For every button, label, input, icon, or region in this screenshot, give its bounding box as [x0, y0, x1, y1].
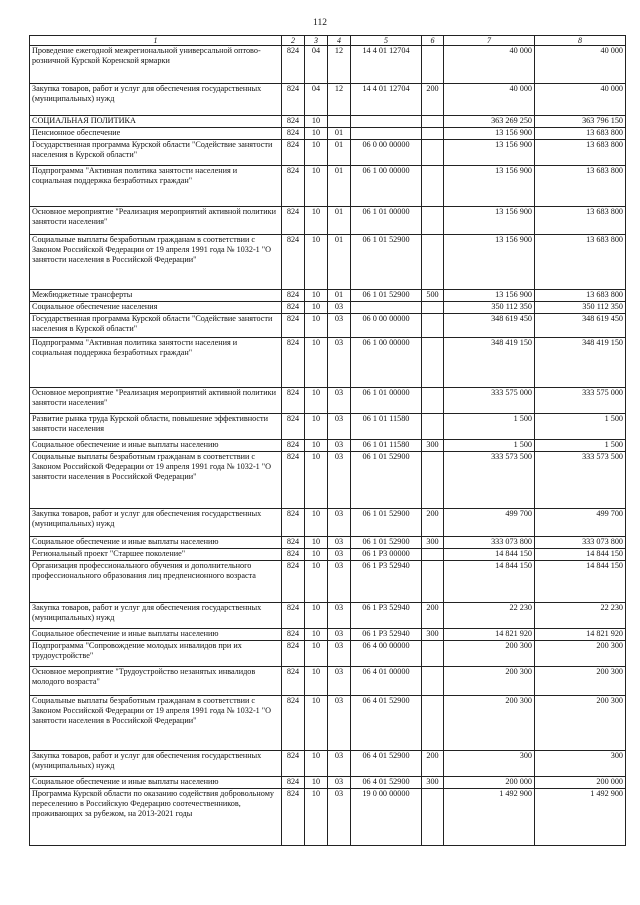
subsection-code-cell: 03 — [328, 777, 351, 789]
section-code-cell: 10 — [305, 235, 328, 290]
expense-type-code-cell: 500 — [422, 290, 444, 302]
amount-year-2-cell: 200 300 — [535, 696, 626, 751]
amount-year-2-cell: 40 000 — [535, 46, 626, 84]
subsection-code-cell: 03 — [328, 751, 351, 777]
expense-type-code-cell: 200 — [422, 603, 444, 629]
section-code-cell: 04 — [305, 46, 328, 84]
target-article-code-cell: 06 1 01 52900 — [351, 235, 422, 290]
target-article-code-cell: 06 4 01 00000 — [351, 667, 422, 696]
amount-year-2-cell: 13 683 800 — [535, 140, 626, 166]
table-row — [30, 440, 626, 452]
ministry-code-cell: 824 — [282, 452, 305, 509]
item-name-cell: Основное мероприятие "Трудоустройство незанятых инвалидов молодого возраста" — [30, 667, 282, 696]
table-row — [30, 46, 626, 84]
amount-year-1-cell: 300 — [444, 751, 535, 777]
ministry-code-cell: 824 — [282, 414, 305, 440]
expense-type-code-cell — [422, 314, 444, 338]
item-name-cell: Проведение ежегодной межрегиональной универсальной оптово-розничной Курской Коренской ярмарки — [30, 46, 282, 84]
subsection-code-cell: 03 — [328, 549, 351, 561]
target-article-code-cell: 14 4 01 12704 — [351, 46, 422, 84]
expense-type-code-cell — [422, 561, 444, 603]
section-code-cell: 10 — [305, 314, 328, 338]
item-name-cell: Социальные выплаты безработным гражданам в соответствии с Законом Российской Федерации от 19 апреля 1991 года № 1032-1 "О занятости населения в Российской Федерации" — [30, 452, 282, 509]
target-article-code-cell: 14 4 01 12704 — [351, 84, 422, 116]
item-name-cell: Государственная программа Курской области "Содействие занятости населения в Курской области" — [30, 314, 282, 338]
amount-year-2-cell: 40 000 — [535, 84, 626, 116]
target-article-code-cell: 06 4 01 52900 — [351, 777, 422, 789]
ministry-code-cell: 824 — [282, 641, 305, 667]
section-code-cell: 10 — [305, 561, 328, 603]
amount-year-2-cell: 22 230 — [535, 603, 626, 629]
target-article-code-cell: 06 1 01 11580 — [351, 414, 422, 440]
table-row — [30, 207, 626, 235]
column-header: 8 — [535, 36, 626, 46]
subsection-code-cell: 03 — [328, 629, 351, 641]
expense-type-code-cell — [422, 302, 444, 314]
ministry-code-cell: 824 — [282, 84, 305, 116]
column-header: 6 — [422, 36, 444, 46]
table-row — [30, 338, 626, 388]
subsection-code-cell: 03 — [328, 414, 351, 440]
ministry-code-cell: 824 — [282, 116, 305, 128]
amount-year-1-cell: 200 300 — [444, 667, 535, 696]
target-article-code-cell: 06 1 P3 52940 — [351, 629, 422, 641]
subsection-code-cell: 03 — [328, 789, 351, 846]
subsection-code-cell: 01 — [328, 290, 351, 302]
amount-year-1-cell: 22 230 — [444, 603, 535, 629]
table-row — [30, 537, 626, 549]
section-code-cell: 10 — [305, 166, 328, 207]
subsection-code-cell: 01 — [328, 235, 351, 290]
item-name-cell: Межбюджетные трансферты — [30, 290, 282, 302]
column-header: 3 — [305, 36, 328, 46]
table-row — [30, 777, 626, 789]
ministry-code-cell: 824 — [282, 314, 305, 338]
section-code-cell: 10 — [305, 290, 328, 302]
subsection-code-cell: 01 — [328, 207, 351, 235]
amount-year-2-cell: 14 844 150 — [535, 561, 626, 603]
expense-type-code-cell — [422, 414, 444, 440]
table-row — [30, 509, 626, 537]
section-code-cell: 10 — [305, 751, 328, 777]
section-code-cell: 10 — [305, 302, 328, 314]
table-row — [30, 290, 626, 302]
amount-year-1-cell: 40 000 — [444, 46, 535, 84]
ministry-code-cell: 824 — [282, 696, 305, 751]
table-row — [30, 302, 626, 314]
expense-type-code-cell — [422, 667, 444, 696]
ministry-code-cell: 824 — [282, 388, 305, 414]
ministry-code-cell: 824 — [282, 140, 305, 166]
subsection-code-cell: 03 — [328, 696, 351, 751]
section-code-cell: 10 — [305, 338, 328, 388]
amount-year-2-cell: 499 700 — [535, 509, 626, 537]
amount-year-1-cell: 200 300 — [444, 641, 535, 667]
item-name-cell: Закупка товаров, работ и услуг для обеспечения государственных (муниципальных) нужд — [30, 84, 282, 116]
column-header: 1 — [30, 36, 282, 46]
subsection-code-cell: 03 — [328, 561, 351, 603]
target-article-code-cell: 06 1 01 11580 — [351, 440, 422, 452]
target-article-code-cell: 06 1 00 00000 — [351, 338, 422, 388]
item-name-cell: Социальное обеспечение и иные выплаты населению — [30, 440, 282, 452]
table-row — [30, 561, 626, 603]
amount-year-1-cell: 200 000 — [444, 777, 535, 789]
subsection-code-cell: 01 — [328, 128, 351, 140]
page-number: 112 — [313, 18, 327, 28]
amount-year-2-cell: 13 683 800 — [535, 290, 626, 302]
amount-year-2-cell: 14 844 150 — [535, 549, 626, 561]
section-code-cell: 10 — [305, 629, 328, 641]
ministry-code-cell: 824 — [282, 46, 305, 84]
subsection-code-cell: 03 — [328, 452, 351, 509]
table-row — [30, 128, 626, 140]
expense-type-code-cell — [422, 452, 444, 509]
amount-year-1-cell: 13 156 900 — [444, 207, 535, 235]
ministry-code-cell: 824 — [282, 603, 305, 629]
section-code-cell: 10 — [305, 641, 328, 667]
target-article-code-cell: 06 1 01 52900 — [351, 537, 422, 549]
expense-type-code-cell — [422, 641, 444, 667]
amount-year-1-cell: 14 844 150 — [444, 561, 535, 603]
column-header: 2 — [282, 36, 305, 46]
amount-year-1-cell: 350 112 350 — [444, 302, 535, 314]
amount-year-2-cell: 363 796 150 — [535, 116, 626, 128]
section-code-cell: 10 — [305, 414, 328, 440]
item-name-cell: Социальное обеспечение и иные выплаты населению — [30, 629, 282, 641]
amount-year-1-cell: 13 156 900 — [444, 290, 535, 302]
table-body — [30, 46, 626, 846]
section-code-cell: 10 — [305, 509, 328, 537]
amount-year-1-cell: 40 000 — [444, 84, 535, 116]
column-header: 7 — [444, 36, 535, 46]
target-article-code-cell — [351, 128, 422, 140]
section-code-cell: 10 — [305, 537, 328, 549]
amount-year-2-cell: 348 619 450 — [535, 314, 626, 338]
amount-year-1-cell: 14 821 920 — [444, 629, 535, 641]
target-article-code-cell: 06 1 01 00000 — [351, 388, 422, 414]
amount-year-2-cell: 333 073 800 — [535, 537, 626, 549]
subsection-code-cell: 03 — [328, 603, 351, 629]
ministry-code-cell: 824 — [282, 235, 305, 290]
table-row — [30, 641, 626, 667]
item-name-cell: Подпрограмма "Сопровождение молодых инвалидов при их трудоустройстве" — [30, 641, 282, 667]
amount-year-2-cell: 1 492 900 — [535, 789, 626, 846]
table-row — [30, 84, 626, 116]
item-name-cell: Подпрограмма "Активная политика занятости населения и социальная поддержка безработных граждан" — [30, 166, 282, 207]
target-article-code-cell: 06 0 00 00000 — [351, 140, 422, 166]
expense-type-code-cell — [422, 388, 444, 414]
budget-table — [29, 35, 626, 846]
ministry-code-cell: 824 — [282, 440, 305, 452]
subsection-code-cell: 03 — [328, 641, 351, 667]
column-header: 5 — [351, 36, 422, 46]
ministry-code-cell: 824 — [282, 549, 305, 561]
expense-type-code-cell: 300 — [422, 777, 444, 789]
ministry-code-cell: 824 — [282, 166, 305, 207]
amount-year-1-cell: 1 492 900 — [444, 789, 535, 846]
amount-year-1-cell: 333 573 500 — [444, 452, 535, 509]
section-code-cell: 10 — [305, 207, 328, 235]
table-row — [30, 116, 626, 128]
ministry-code-cell: 824 — [282, 561, 305, 603]
expense-type-code-cell: 300 — [422, 629, 444, 641]
item-name-cell: Государственная программа Курской области "Содействие занятости населения в Курской области" — [30, 140, 282, 166]
section-code-cell: 10 — [305, 549, 328, 561]
section-code-cell: 10 — [305, 440, 328, 452]
table-row — [30, 696, 626, 751]
target-article-code-cell: 06 0 00 00000 — [351, 314, 422, 338]
table-row — [30, 166, 626, 207]
ministry-code-cell: 824 — [282, 338, 305, 388]
amount-year-2-cell: 200 000 — [535, 777, 626, 789]
section-code-cell: 10 — [305, 667, 328, 696]
item-name-cell: Основное мероприятие "Реализация мероприятий активной политики занятости населения" — [30, 207, 282, 235]
amount-year-1-cell: 13 156 900 — [444, 128, 535, 140]
amount-year-2-cell: 350 112 350 — [535, 302, 626, 314]
column-header-row — [30, 36, 626, 46]
item-name-cell: Организация профессионального обучения и дополнительного профессионального образования лиц предпенсионного возраста — [30, 561, 282, 603]
item-name-cell: Закупка товаров, работ и услуг для обеспечения государственных (муниципальных) нужд — [30, 751, 282, 777]
amount-year-1-cell: 363 269 250 — [444, 116, 535, 128]
item-name-cell: Региональный проект "Старшее поколение" — [30, 549, 282, 561]
amount-year-2-cell: 14 821 920 — [535, 629, 626, 641]
subsection-code-cell: 03 — [328, 314, 351, 338]
ministry-code-cell: 824 — [282, 509, 305, 537]
ministry-code-cell: 824 — [282, 751, 305, 777]
expense-type-code-cell — [422, 207, 444, 235]
amount-year-2-cell: 200 300 — [535, 641, 626, 667]
amount-year-2-cell: 13 683 800 — [535, 207, 626, 235]
item-name-cell: Социальное обеспечение и иные выплаты населению — [30, 777, 282, 789]
table-row — [30, 629, 626, 641]
expense-type-code-cell — [422, 140, 444, 166]
section-code-cell: 10 — [305, 452, 328, 509]
amount-year-1-cell: 499 700 — [444, 509, 535, 537]
amount-year-1-cell: 1 500 — [444, 414, 535, 440]
item-name-cell: Подпрограмма "Активная политика занятости населения и социальная поддержка безработных граждан" — [30, 338, 282, 388]
target-article-code-cell: 06 4 01 52900 — [351, 696, 422, 751]
expense-type-code-cell — [422, 338, 444, 388]
subsection-code-cell: 03 — [328, 667, 351, 696]
ministry-code-cell: 824 — [282, 302, 305, 314]
subsection-code-cell — [328, 116, 351, 128]
amount-year-2-cell: 333 575 000 — [535, 388, 626, 414]
amount-year-1-cell: 13 156 900 — [444, 235, 535, 290]
table-row — [30, 603, 626, 629]
table-row — [30, 751, 626, 777]
amount-year-2-cell: 333 573 500 — [535, 452, 626, 509]
section-code-cell: 10 — [305, 789, 328, 846]
item-name-cell: Социальное обеспечение населения — [30, 302, 282, 314]
target-article-code-cell: 06 4 00 00000 — [351, 641, 422, 667]
subsection-code-cell: 12 — [328, 84, 351, 116]
expense-type-code-cell: 200 — [422, 751, 444, 777]
table-row — [30, 235, 626, 290]
expense-type-code-cell — [422, 128, 444, 140]
subsection-code-cell: 03 — [328, 338, 351, 388]
section-code-cell: 10 — [305, 388, 328, 414]
expense-type-code-cell — [422, 116, 444, 128]
expense-type-code-cell: 300 — [422, 537, 444, 549]
expense-type-code-cell — [422, 789, 444, 846]
item-name-cell: Программа Курской области по оказанию содействия добровольному переселению в Российскую Федерацию соотечественников, проживающих за рубежом, на 2013-2021 годы — [30, 789, 282, 846]
subsection-code-cell: 03 — [328, 302, 351, 314]
target-article-code-cell: 06 1 01 52900 — [351, 290, 422, 302]
ministry-code-cell: 824 — [282, 777, 305, 789]
ministry-code-cell: 824 — [282, 128, 305, 140]
expense-type-code-cell — [422, 166, 444, 207]
amount-year-2-cell: 1 500 — [535, 440, 626, 452]
subsection-code-cell: 03 — [328, 388, 351, 414]
section-code-cell: 10 — [305, 116, 328, 128]
expense-type-code-cell — [422, 696, 444, 751]
table-row — [30, 452, 626, 509]
amount-year-1-cell: 200 300 — [444, 696, 535, 751]
section-code-cell: 10 — [305, 696, 328, 751]
ministry-code-cell: 824 — [282, 290, 305, 302]
expense-type-code-cell — [422, 235, 444, 290]
expense-type-code-cell — [422, 549, 444, 561]
ministry-code-cell: 824 — [282, 629, 305, 641]
target-article-code-cell: 06 4 01 52900 — [351, 751, 422, 777]
amount-year-2-cell: 348 419 150 — [535, 338, 626, 388]
target-article-code-cell — [351, 302, 422, 314]
item-name-cell: Закупка товаров, работ и услуг для обеспечения государственных (муниципальных) нужд — [30, 509, 282, 537]
amount-year-1-cell: 13 156 900 — [444, 166, 535, 207]
target-article-code-cell: 06 1 01 52900 — [351, 509, 422, 537]
item-name-cell: Закупка товаров, работ и услуг для обеспечения государственных (муниципальных) нужд — [30, 603, 282, 629]
target-article-code-cell: 19 0 00 00000 — [351, 789, 422, 846]
subsection-code-cell: 03 — [328, 537, 351, 549]
amount-year-1-cell: 1 500 — [444, 440, 535, 452]
amount-year-2-cell: 13 683 800 — [535, 128, 626, 140]
expense-type-code-cell: 200 — [422, 84, 444, 116]
expense-type-code-cell: 200 — [422, 509, 444, 537]
ministry-code-cell: 824 — [282, 789, 305, 846]
target-article-code-cell: 06 1 P3 52940 — [351, 603, 422, 629]
item-name-cell: Социальные выплаты безработным гражданам в соответствии с Законом Российской Федерации от 19 апреля 1991 года № 1032-1 "О занятости населения в Российской Федерации" — [30, 696, 282, 751]
subsection-code-cell: 03 — [328, 440, 351, 452]
item-name-cell: Развитие рынка труда Курской области, повышение эффективности занятости населения — [30, 414, 282, 440]
target-article-code-cell: 06 1 01 00000 — [351, 207, 422, 235]
ministry-code-cell: 824 — [282, 537, 305, 549]
amount-year-1-cell: 348 619 450 — [444, 314, 535, 338]
item-name-cell: Социальное обеспечение и иные выплаты населению — [30, 537, 282, 549]
item-name-cell: Основное мероприятие "Реализация мероприятий активной политики занятости населения" — [30, 388, 282, 414]
amount-year-2-cell: 13 683 800 — [535, 235, 626, 290]
table-row — [30, 667, 626, 696]
target-article-code-cell: 06 1 P3 52940 — [351, 561, 422, 603]
expense-type-code-cell — [422, 46, 444, 84]
table-row — [30, 388, 626, 414]
table-row — [30, 549, 626, 561]
amount-year-1-cell: 348 419 150 — [444, 338, 535, 388]
amount-year-1-cell: 14 844 150 — [444, 549, 535, 561]
subsection-code-cell: 12 — [328, 46, 351, 84]
target-article-code-cell: 06 1 01 52900 — [351, 452, 422, 509]
expense-type-code-cell: 300 — [422, 440, 444, 452]
table-row — [30, 314, 626, 338]
section-code-cell: 04 — [305, 84, 328, 116]
amount-year-2-cell: 1 500 — [535, 414, 626, 440]
item-name-cell: Пенсионное обеспечение — [30, 128, 282, 140]
ministry-code-cell: 824 — [282, 667, 305, 696]
target-article-code-cell — [351, 116, 422, 128]
amount-year-1-cell: 333 073 800 — [444, 537, 535, 549]
section-code-cell: 10 — [305, 603, 328, 629]
table-row — [30, 789, 626, 846]
item-name-cell: СОЦИАЛЬНАЯ ПОЛИТИКА — [30, 116, 282, 128]
subsection-code-cell: 01 — [328, 166, 351, 207]
section-code-cell: 10 — [305, 777, 328, 789]
amount-year-2-cell: 300 — [535, 751, 626, 777]
subsection-code-cell: 03 — [328, 509, 351, 537]
amount-year-1-cell: 13 156 900 — [444, 140, 535, 166]
column-header: 4 — [328, 36, 351, 46]
section-code-cell: 10 — [305, 128, 328, 140]
item-name-cell: Социальные выплаты безработным гражданам в соответствии с Законом Российской Федерации от 19 апреля 1991 года № 1032-1 "О занятости населения в Российской Федерации" — [30, 235, 282, 290]
table-row — [30, 414, 626, 440]
amount-year-2-cell: 13 683 800 — [535, 166, 626, 207]
target-article-code-cell: 06 1 00 00000 — [351, 166, 422, 207]
target-article-code-cell: 06 1 P3 00000 — [351, 549, 422, 561]
section-code-cell: 10 — [305, 140, 328, 166]
ministry-code-cell: 824 — [282, 207, 305, 235]
amount-year-2-cell: 200 300 — [535, 667, 626, 696]
subsection-code-cell: 01 — [328, 140, 351, 166]
table-row — [30, 140, 626, 166]
amount-year-1-cell: 333 575 000 — [444, 388, 535, 414]
